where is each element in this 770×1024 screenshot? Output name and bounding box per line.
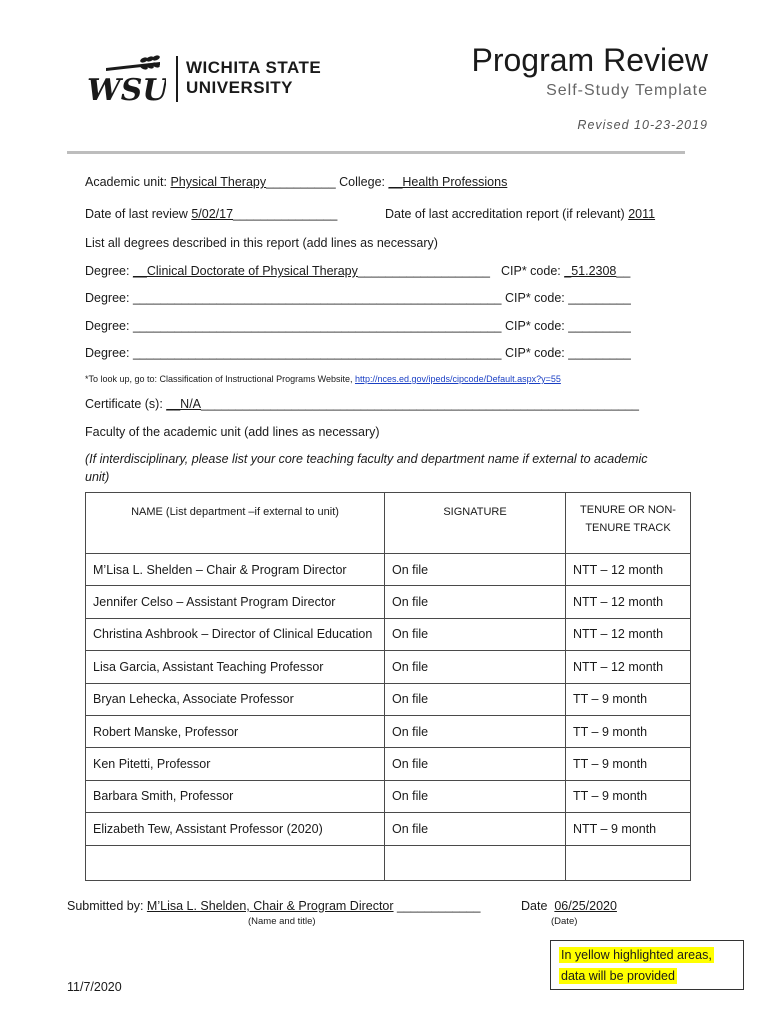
empty-name-cell[interactable] bbox=[86, 845, 385, 880]
signature-column-header: SIGNATURE bbox=[385, 493, 566, 554]
submitted-blank: ____________ bbox=[397, 899, 481, 913]
page-title: Program Review bbox=[471, 42, 708, 78]
degree-row bbox=[85, 346, 501, 360]
degree-field[interactable]: _____________________________________________________ bbox=[132, 346, 502, 360]
degree-row bbox=[85, 291, 501, 305]
cip-row bbox=[505, 346, 631, 360]
faculty-name: Bryan Lehecka, Associate Professor bbox=[86, 683, 385, 715]
table-row bbox=[86, 554, 691, 586]
accreditation-label: Date of last accreditation report (if relevant) bbox=[385, 207, 625, 221]
table-row bbox=[86, 715, 691, 747]
certificate-row bbox=[85, 397, 639, 411]
university-name: WICHITA STATE UNIVERSITY bbox=[186, 58, 322, 97]
cip-row bbox=[505, 291, 631, 305]
submitted-row bbox=[67, 899, 480, 913]
empty-tenure-cell[interactable] bbox=[566, 845, 691, 880]
wsu-logo bbox=[86, 52, 166, 109]
highlight-legend-line1: In yellow highlighted areas, bbox=[561, 948, 712, 962]
certificate-label: Certificate (s): bbox=[85, 397, 163, 411]
faculty-name: Ken Pitetti, Professor bbox=[86, 748, 385, 780]
last-review-row bbox=[85, 207, 337, 221]
cip-label: CIP* code: bbox=[505, 346, 565, 360]
date-label: Date bbox=[521, 899, 548, 913]
cip-field[interactable]: _________ bbox=[568, 346, 631, 360]
table-row bbox=[86, 780, 691, 812]
faculty-heading: Faculty of the academic unit (add lines as necessary) bbox=[85, 425, 380, 439]
cip-field[interactable]: _51.2308 bbox=[564, 264, 617, 278]
cip-label: CIP* code: bbox=[505, 319, 565, 333]
table-row-empty bbox=[86, 845, 691, 880]
faculty-signature: On file bbox=[385, 651, 566, 683]
faculty-signature: On file bbox=[385, 813, 566, 845]
empty-signature-cell[interactable] bbox=[385, 845, 566, 880]
faculty-table bbox=[85, 492, 691, 881]
faculty-tenure: TT – 9 month bbox=[566, 780, 691, 812]
table-row bbox=[86, 813, 691, 845]
cip-row bbox=[505, 319, 631, 333]
table-row bbox=[86, 683, 691, 715]
faculty-instruction-cont: unit) bbox=[85, 470, 110, 484]
table-row bbox=[86, 651, 691, 683]
cip-row bbox=[501, 264, 630, 278]
accreditation-row bbox=[385, 207, 655, 221]
last-review-label: Date of last review bbox=[85, 207, 188, 221]
highlight-legend-line2: data will be provided bbox=[561, 969, 675, 983]
faculty-tenure: TT – 9 month bbox=[566, 715, 691, 747]
degree-label: Degree: bbox=[85, 264, 130, 278]
cip-website-link[interactable]: http://nces.ed.gov/ipeds/cipcode/Default.aspx?y=55 bbox=[354, 374, 561, 384]
degree-field[interactable]: _____________________________________________________ bbox=[132, 291, 502, 305]
page-date: 11/7/2020 bbox=[67, 980, 122, 994]
faculty-tenure: TT – 9 month bbox=[566, 748, 691, 780]
college-label: College: bbox=[339, 175, 386, 189]
academic-unit-row bbox=[85, 175, 507, 189]
date-caption: (Date) bbox=[551, 916, 578, 927]
degree-label: Degree: bbox=[85, 319, 130, 333]
degree-blank: ___________________ bbox=[357, 264, 490, 278]
faculty-name: Jennifer Celso – Assistant Program Director bbox=[86, 586, 385, 618]
last-review-field[interactable]: 5/02/17 bbox=[191, 207, 234, 221]
cip-label: CIP* code: bbox=[501, 264, 561, 278]
submitted-label: Submitted by: bbox=[67, 899, 144, 913]
accreditation-field[interactable]: 2011 bbox=[628, 207, 656, 221]
academic-unit-label: Academic unit: bbox=[85, 175, 167, 189]
academic-unit-blank: __________ bbox=[266, 175, 336, 189]
faculty-signature: On file bbox=[385, 554, 566, 586]
faculty-tenure: NTT – 9 month bbox=[566, 813, 691, 845]
degree-label: Degree: bbox=[85, 291, 130, 305]
tenure-column-header: TENURE OR NON- TENURE TRACK bbox=[566, 493, 691, 554]
faculty-signature: On file bbox=[385, 780, 566, 812]
table-row bbox=[86, 748, 691, 780]
faculty-signature: On file bbox=[385, 586, 566, 618]
name-column-header: NAME (List department –if external to unit) bbox=[86, 493, 385, 554]
revision-date: Revised 10-23-2019 bbox=[577, 118, 708, 132]
cip-note bbox=[85, 374, 561, 384]
degrees-instruction: List all degrees described in this report (add lines as necessary) bbox=[85, 236, 438, 250]
certificate-field[interactable]: __N/A bbox=[166, 397, 202, 411]
college-field[interactable]: __Health Professions bbox=[388, 175, 508, 189]
cip-field[interactable]: _________ bbox=[568, 291, 631, 305]
faculty-signature: On file bbox=[385, 618, 566, 650]
date-row bbox=[521, 899, 617, 913]
faculty-instruction: (If interdisciplinary, please list your core teaching faculty and department name if external to academic bbox=[85, 452, 648, 466]
faculty-name: Lisa Garcia, Assistant Teaching Professor bbox=[86, 651, 385, 683]
faculty-tenure: NTT – 12 month bbox=[566, 651, 691, 683]
faculty-tenure: NTT – 12 month bbox=[566, 554, 691, 586]
faculty-signature: On file bbox=[385, 748, 566, 780]
logo-lettering: WSU bbox=[87, 73, 166, 104]
cip-field[interactable]: _________ bbox=[568, 319, 631, 333]
page-subtitle: Self-Study Template bbox=[546, 82, 708, 99]
highlight-legend bbox=[550, 940, 744, 990]
faculty-tenure: NTT – 12 month bbox=[566, 618, 691, 650]
name-caption: (Name and title) bbox=[248, 916, 316, 927]
faculty-signature: On file bbox=[385, 715, 566, 747]
faculty-name: Christina Ashbrook – Director of Clinical Education bbox=[86, 618, 385, 650]
faculty-signature: On file bbox=[385, 683, 566, 715]
table-row bbox=[86, 618, 691, 650]
degree-row bbox=[85, 264, 490, 278]
header-rule bbox=[67, 151, 685, 154]
cip-blank: __ bbox=[616, 264, 631, 278]
faculty-tenure: NTT – 12 month bbox=[566, 586, 691, 618]
certificate-blank: _______________________________________________________________ bbox=[201, 397, 640, 411]
faculty-name: Barbara Smith, Professor bbox=[86, 780, 385, 812]
logo-divider bbox=[176, 56, 178, 102]
faculty-tenure: TT – 9 month bbox=[566, 683, 691, 715]
faculty-name: Robert Manske, Professor bbox=[86, 715, 385, 747]
table-row bbox=[86, 586, 691, 618]
cip-note-text: *To look up, go to: Classification of Instructional Programs Website, bbox=[85, 374, 353, 384]
cip-label: CIP* code: bbox=[505, 291, 565, 305]
date-field[interactable]: 06/25/2020 bbox=[554, 899, 617, 913]
degree-row bbox=[85, 319, 501, 333]
submitted-field[interactable]: M’Lisa L. Shelden, Chair & Program Director bbox=[146, 899, 394, 913]
degree-label: Degree: bbox=[85, 346, 130, 360]
faculty-name: M’Lisa L. Shelden – Chair & Program Director bbox=[86, 554, 385, 586]
last-review-blank: _______________ bbox=[233, 207, 338, 221]
academic-unit-field[interactable]: Physical Therapy bbox=[170, 175, 267, 189]
degree-field[interactable]: _____________________________________________________ bbox=[132, 319, 502, 333]
faculty-name: Elizabeth Tew, Assistant Professor (2020) bbox=[86, 813, 385, 845]
degree-field[interactable]: __Clinical Doctorate of Physical Therapy bbox=[132, 264, 358, 278]
table-header-row bbox=[86, 493, 691, 554]
